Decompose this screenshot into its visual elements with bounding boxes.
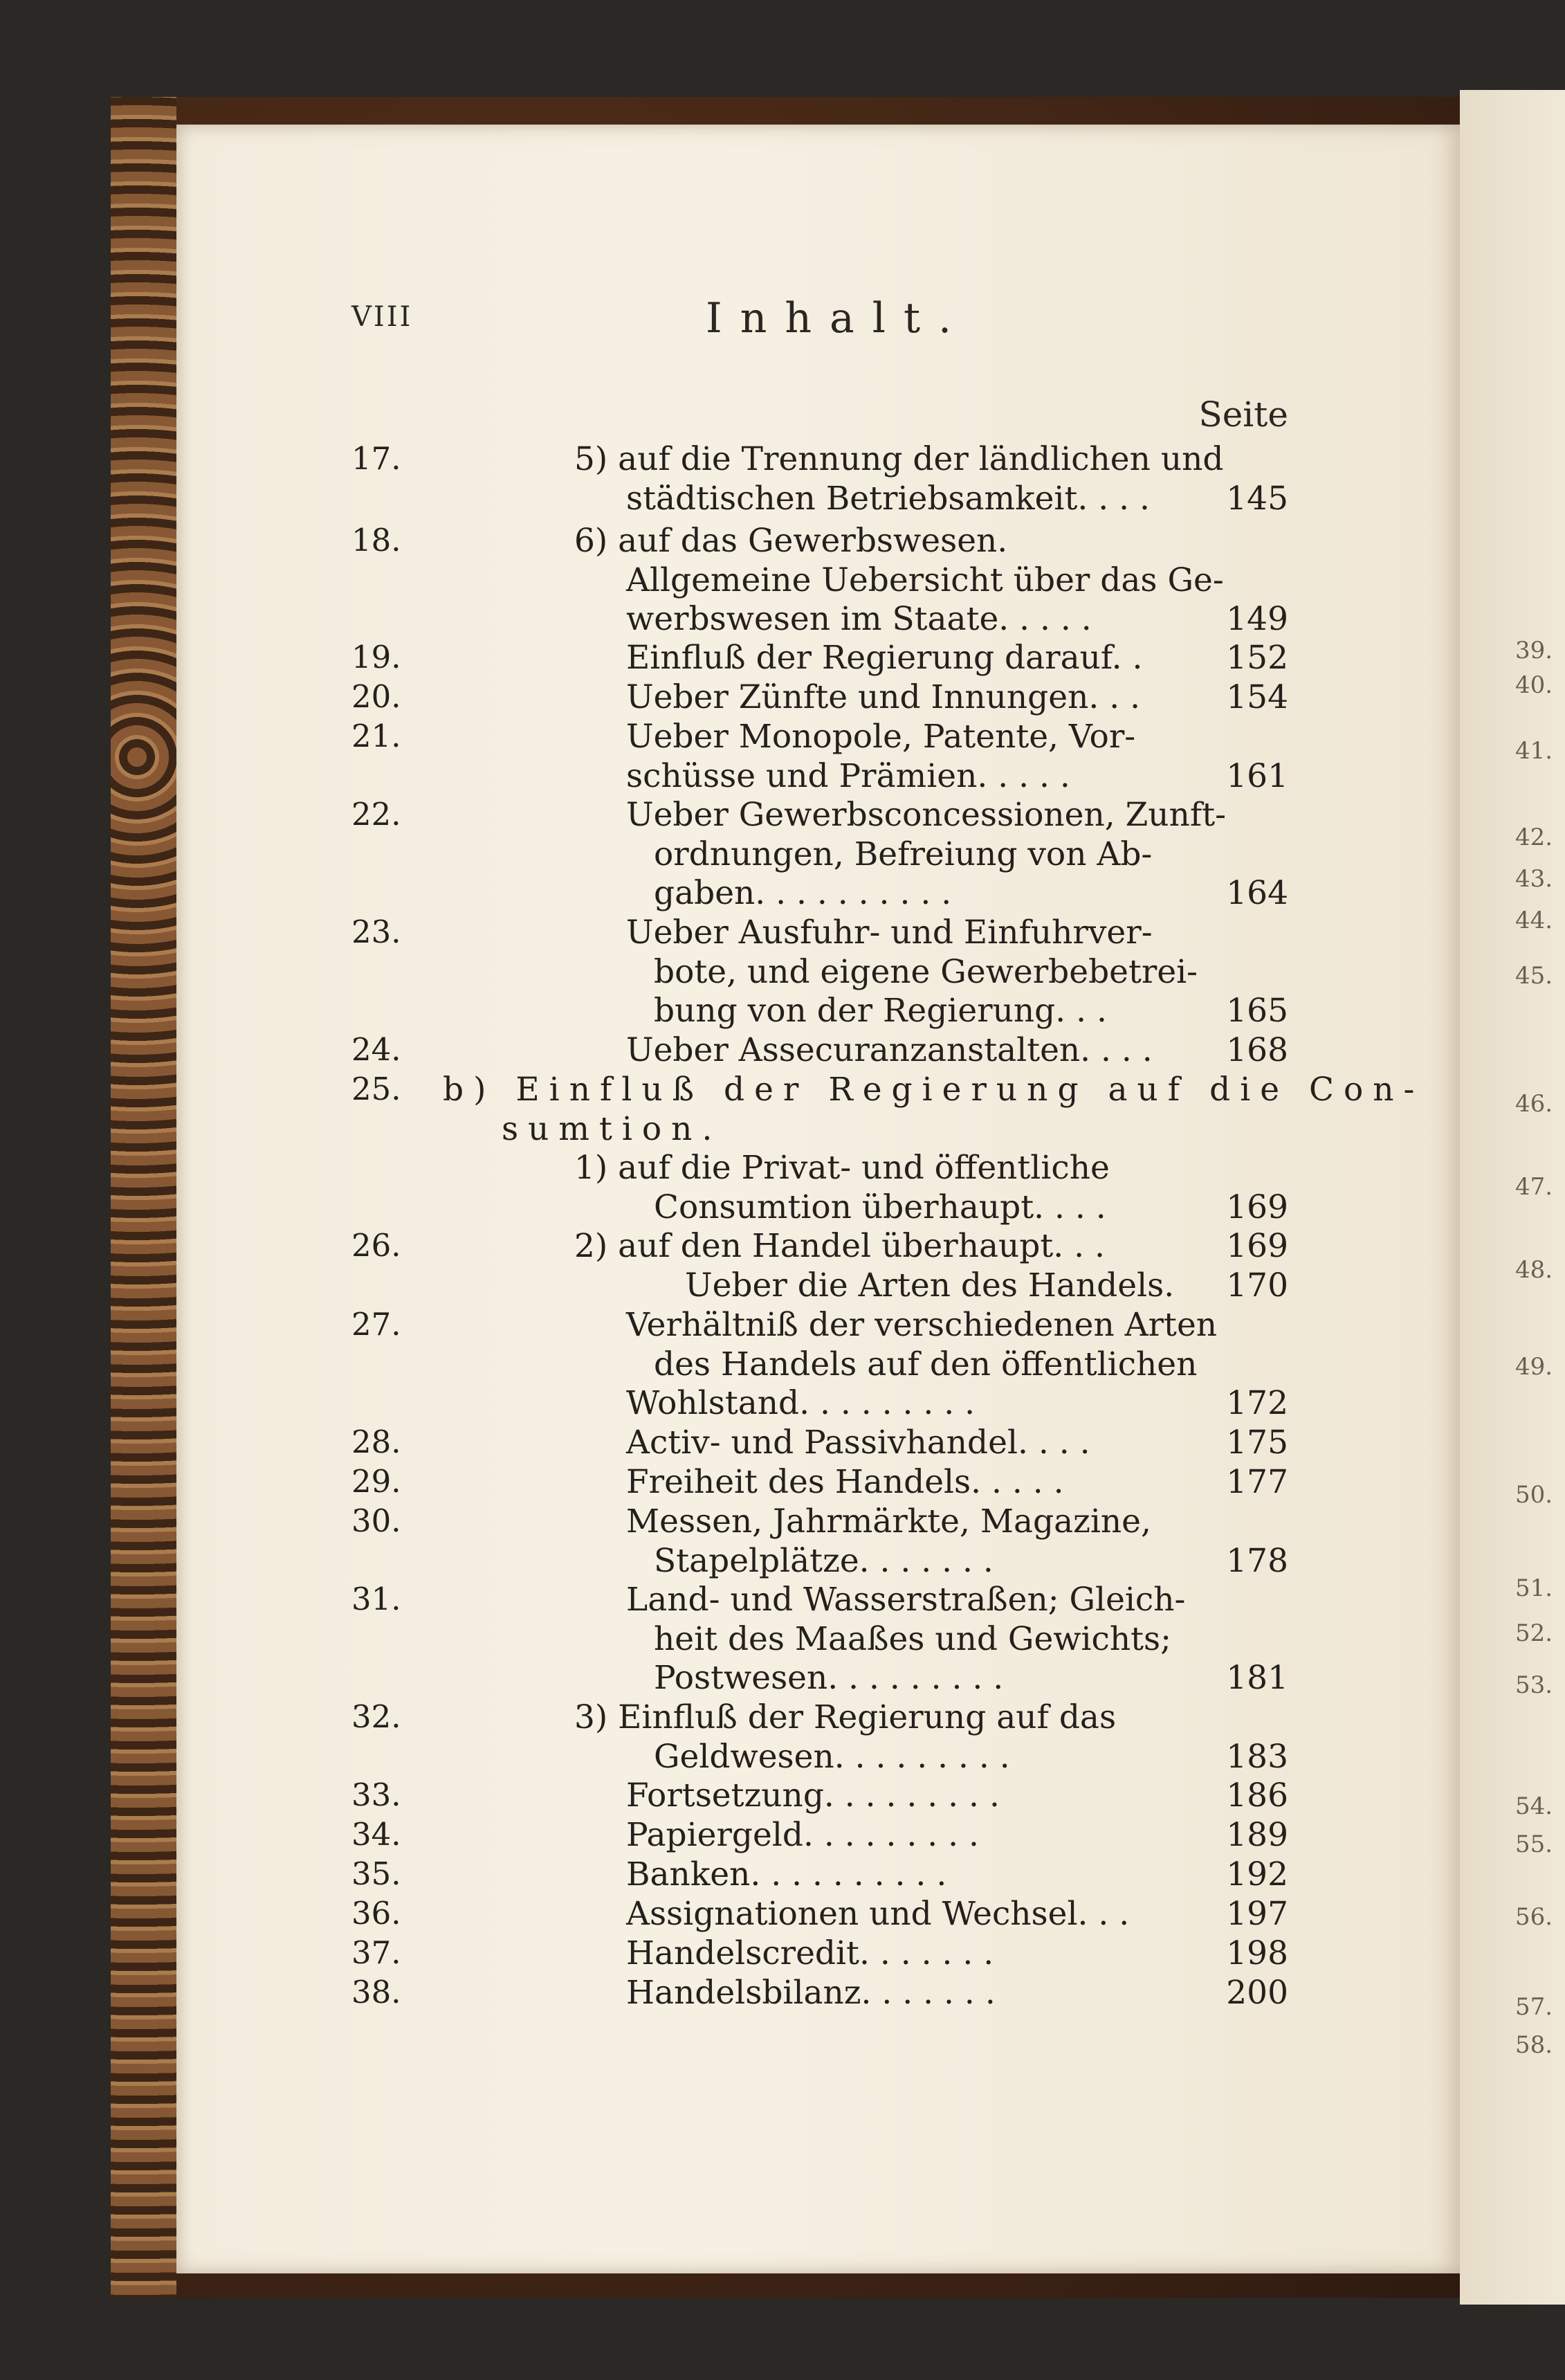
entry-number: 27.	[351, 1306, 401, 1343]
entry-page-number: 198	[1226, 1934, 1288, 1972]
entry-page-number: 161	[1226, 756, 1288, 795]
entry-page-number: 154	[1226, 678, 1288, 716]
entry-text-line: bung von der Regierung. . .	[654, 992, 1107, 1030]
entry-page-number: 172	[1226, 1384, 1288, 1422]
entry-text-line: heit des Maaßes und Gewichts;	[654, 1619, 1171, 1658]
entry-number: 23.	[351, 914, 401, 950]
entry-text-line: Handelsbilanz. . . . . . .	[626, 1974, 996, 2012]
entry-text-line: 3) Einfluß der Regierung auf das	[574, 1698, 1117, 1736]
entry-page-number: 169	[1226, 1188, 1288, 1226]
entry-text-line: Activ- und Passivhandel. . . .	[626, 1424, 1090, 1462]
entry-text-line: Verhältniß der verschiedenen Arten	[626, 1306, 1218, 1344]
entry-page-number: 149	[1226, 600, 1288, 638]
entry-number: 37.	[351, 1934, 401, 1971]
entry-text-line: Banken. . . . . . . . . .	[626, 1855, 947, 1893]
entry-number: 21.	[351, 718, 401, 754]
entry-text-line: 2) auf den Handel überhaupt. . .	[574, 1227, 1105, 1265]
entry-text-line: Freiheit des Handels. . . . .	[626, 1463, 1064, 1501]
adjacent-page-number: 40.	[1515, 671, 1553, 699]
page-title: Inhalt.	[706, 294, 970, 343]
entry-number: 25.	[351, 1071, 401, 1107]
entry-page-number: 197	[1226, 1895, 1288, 1933]
entry-page-number: 189	[1226, 1816, 1288, 1854]
adjacent-page-number: 49.	[1515, 1353, 1553, 1381]
entry-page-number: 170	[1226, 1266, 1288, 1305]
entry-page-number: 164	[1226, 874, 1288, 912]
entry-page-number: 181	[1226, 1659, 1288, 1697]
entry-number: 20.	[351, 678, 401, 715]
entry-text-line: ordnungen, Befreiung von Ab-	[654, 835, 1153, 873]
adjacent-page-number: 39.	[1515, 637, 1553, 664]
entry-text-line: 1) auf die Privat- und öffentliche	[574, 1149, 1110, 1187]
adjacent-page-number: 46.	[1515, 1090, 1553, 1118]
entry-text-line: schüsse und Prämien. . . . .	[626, 756, 1070, 795]
adjacent-page-number: 58.	[1515, 2031, 1553, 2059]
entry-text-line: bote, und eigene Gewerbebetrei-	[654, 952, 1198, 991]
entry-number: 30.	[351, 1502, 401, 1539]
entry-page-number: 186	[1226, 1777, 1288, 1815]
entry-number: 18.	[351, 522, 401, 558]
entry-text-line: Ueber Assecuranzanstalten. . . .	[626, 1031, 1153, 1069]
entry-text-line: Ueber Ausfuhr- und Einfuhrver-	[626, 914, 1153, 952]
entry-number: 31.	[351, 1581, 401, 1617]
entry-text-line: sumtion.	[502, 1109, 722, 1148]
entry-number: 34.	[351, 1816, 401, 1853]
adjacent-page-number: 50.	[1515, 1481, 1553, 1509]
entry-text-line: Handelscredit. . . . . . .	[626, 1934, 994, 1972]
entry-number: 28.	[351, 1424, 401, 1460]
entry-text-line: Ueber die Arten des Handels.	[685, 1266, 1175, 1305]
adjacent-page-number: 53.	[1515, 1671, 1553, 1699]
entry-number: 36.	[351, 1895, 401, 1932]
entry-text-line: städtischen Betriebsamkeit. . . .	[626, 479, 1150, 518]
entry-text-line: Postwesen. . . . . . . . .	[654, 1659, 1004, 1697]
adjacent-page-number: 44.	[1515, 907, 1553, 934]
adjacent-page-number: 41.	[1515, 737, 1553, 765]
entry-text-line: Fortsetzung. . . . . . . . .	[626, 1777, 1000, 1815]
entry-number: 17.	[351, 440, 401, 477]
entry-text-line: Land- und Wasserstraßen; Gleich-	[626, 1581, 1186, 1619]
adjacent-page-number: 54.	[1515, 1792, 1553, 1820]
entry-text-line: Stapelplätze. . . . . . .	[654, 1541, 994, 1580]
entry-page-number: 183	[1226, 1737, 1288, 1776]
entry-text-line: des Handels auf den öffentlichen	[654, 1345, 1198, 1383]
entry-text-line: Assignationen und Wechsel. . .	[626, 1895, 1130, 1933]
adjacent-page-number: 42.	[1515, 824, 1553, 851]
adjacent-page-number: 48.	[1515, 1256, 1553, 1284]
entry-page-number: 178	[1226, 1541, 1288, 1580]
entry-page-number: 177	[1226, 1463, 1288, 1501]
adjacent-page-number: 57.	[1515, 1993, 1553, 2021]
entry-page-number: 192	[1226, 1855, 1288, 1893]
adjacent-page-number: 47.	[1515, 1173, 1553, 1201]
entry-number: 35.	[351, 1855, 401, 1892]
entry-text-line: Ueber Zünfte und Innungen. . .	[626, 678, 1141, 716]
entry-number: 19.	[351, 639, 401, 675]
entry-text-line: Ueber Gewerbsconcessionen, Zunft-	[626, 796, 1226, 834]
entry-number: 32.	[351, 1698, 401, 1735]
entry-text-line: Wohlstand. . . . . . . . .	[626, 1384, 976, 1422]
entry-page-number: 152	[1226, 639, 1288, 677]
entry-text-line: Consumtion überhaupt. . . .	[654, 1188, 1106, 1226]
entry-page-number: 165	[1226, 992, 1288, 1030]
entry-text-line: Papiergeld. . . . . . . . .	[626, 1816, 979, 1854]
entry-number: 38.	[351, 1974, 401, 2010]
entry-page-number: 175	[1226, 1424, 1288, 1462]
entry-text-line: 6) auf das Gewerbswesen.	[574, 522, 1008, 560]
adjacent-page-number: 55.	[1515, 1831, 1553, 1858]
entry-page-number: 169	[1226, 1227, 1288, 1265]
entry-text-line: Einfluß der Regierung darauf. .	[626, 639, 1143, 677]
entry-text-line: 5) auf die Trennung der ländlichen und	[574, 440, 1224, 478]
entry-text-line: gaben. . . . . . . . . .	[654, 874, 952, 912]
entry-number: 22.	[351, 796, 401, 833]
entry-text-line: werbswesen im Staate. . . . .	[626, 600, 1092, 638]
adjacent-page-number: 45.	[1515, 962, 1553, 990]
entry-text-line: Messen, Jahrmärkte, Magazine,	[626, 1502, 1151, 1541]
entry-page-number: 200	[1226, 1974, 1288, 2012]
adjacent-page-number: 43.	[1515, 865, 1553, 893]
entry-number: 24.	[351, 1031, 401, 1068]
page-number: VIII	[351, 301, 413, 333]
entry-text-line: Ueber Monopole, Patente, Vor-	[626, 718, 1136, 756]
adjacent-page-number: 51.	[1515, 1574, 1553, 1602]
adjacent-page-number: 56.	[1515, 1903, 1553, 1931]
entry-text-line: Geldwesen. . . . . . . . .	[654, 1737, 1010, 1776]
entry-number: 29.	[351, 1463, 401, 1500]
entry-number: 33.	[351, 1777, 401, 1813]
entry-page-number: 168	[1226, 1031, 1288, 1069]
adjacent-page-number: 52.	[1515, 1619, 1553, 1647]
entry-number: 26.	[351, 1227, 401, 1264]
entry-text-line: Allgemeine Uebersicht über das Ge-	[626, 561, 1224, 599]
entry-page-number: 145	[1226, 479, 1288, 518]
entry-text-line: b) Einfluß der Regierung auf die Con-	[443, 1071, 1425, 1109]
page-column-label: Seite	[1198, 394, 1288, 435]
